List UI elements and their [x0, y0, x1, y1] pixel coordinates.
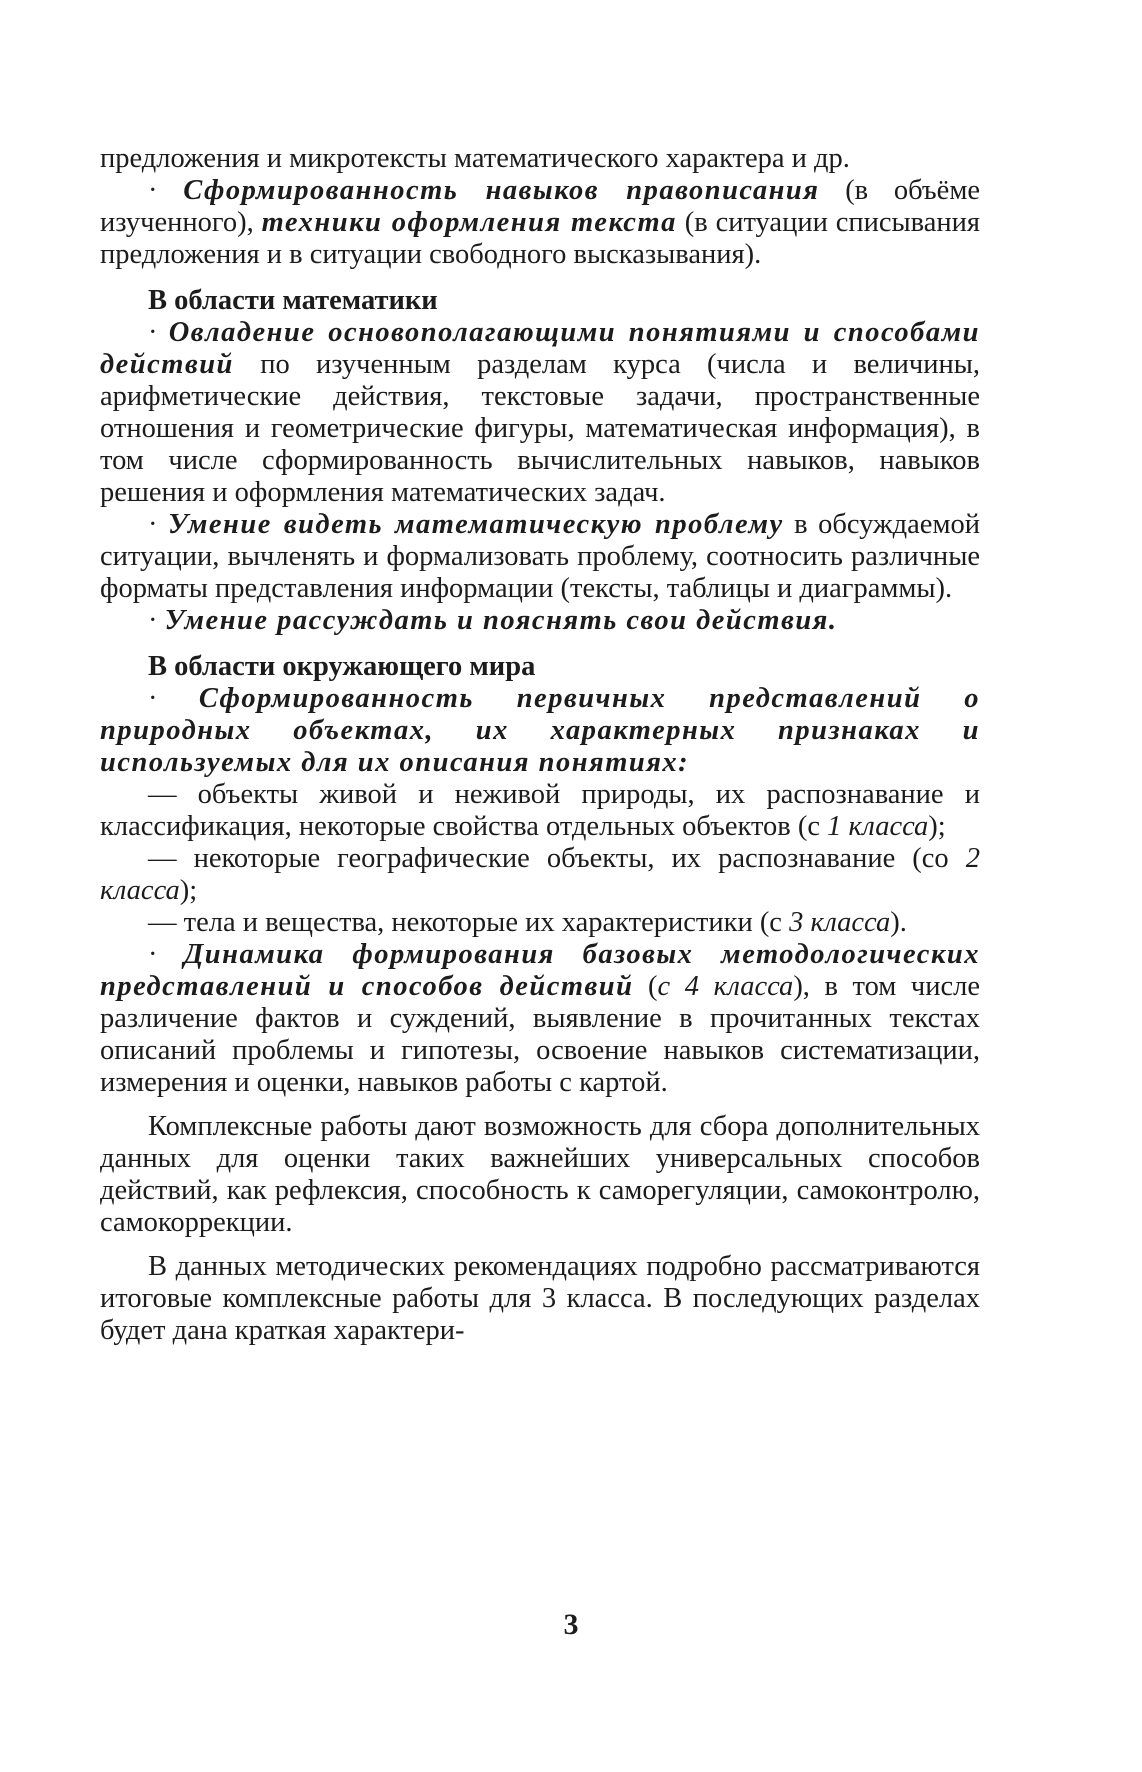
body-text: ), в том числе различение фактов и суждений, выявление в прочитанных текстах описаний проблемы и гипотезы, освоение навыков систематизации, измерения и оценки, навыков работы с картой.: [100, 971, 980, 1098]
body-text: — объекты живой и неживой природы, их распознавание и классификация, некоторые свойства отдельных объектов (с: [100, 779, 980, 842]
world-dash-item-geography: [100, 843, 980, 907]
paragraph-recommendations: В данных методических рекомендациях подробно рассматриваются итоговые комплексные работы для 3 класса. В последующих разделах будет дана краткая характери-: [100, 1251, 980, 1346]
emphasis-text: Умение видеть математическую проблему: [167, 509, 784, 540]
emphasis-text: Сформированность первичных представлений о природных объектах, их характерных признаках и используемых для их описания понятиях:: [100, 683, 980, 778]
bullet: ·: [148, 683, 199, 714]
body-text: ).: [890, 907, 907, 938]
section-heading-world: В области окружающего мира: [148, 651, 536, 682]
spelling-item: [100, 175, 980, 271]
emphasis-text: Сформированность навыков правописания: [183, 175, 820, 206]
intro-paragraph: предложения и микротексты математического характера и др.: [100, 143, 850, 174]
math-item-concepts: [100, 317, 980, 509]
italic-text: с 4 класса: [657, 971, 794, 1002]
body-text: по изученным разделам курса (числа и величины, арифметические действия, текстовые задачи, пространственные отношения и геометрические фигуры, математическая информация), в том числе сформированность вычислительных навыков, навыков решения и оформления математических задач.: [100, 349, 980, 508]
body-text: (в ситуации списывания предложения и в ситуации свободного высказывания).: [100, 207, 980, 270]
world-item-methodology: [100, 939, 980, 1099]
body-text: в обсуждаемой ситуации, вычленять и формализовать проблему, соотносить различные форматы представления информации (тексты, таблицы и диаграммы).: [100, 509, 980, 604]
emphasis-text: Умение рассуждать и пояснять свои действия.: [164, 605, 838, 636]
bullet: ·: [148, 175, 184, 206]
body-text: );: [179, 875, 198, 906]
body-text: );: [928, 811, 946, 842]
emphasis-text: техники оформления текста: [261, 207, 677, 238]
body-text: (: [633, 971, 658, 1002]
math-item-problem: [100, 509, 980, 605]
body-text: — некоторые географические объекты, их распознавание (со: [148, 843, 966, 874]
bullet: ·: [148, 605, 165, 636]
world-item-representations: [100, 683, 980, 779]
italic-text: 3 класса: [789, 907, 891, 938]
bullet: ·: [148, 509, 168, 540]
body-text: — тела и вещества, некоторые их характеристики (с: [148, 907, 790, 938]
emphasis-text: Овладение основополагающими понятиями и способами действий: [100, 317, 980, 380]
world-dash-item-nature: [100, 779, 980, 843]
bullet: ·: [148, 317, 169, 348]
emphasis-text: Динамика формирования базовых методологических представлений и способов действий: [100, 939, 980, 1002]
body-text: (в объёме изученного),: [100, 175, 980, 238]
math-item-reasoning: [100, 605, 980, 637]
page-number: 3: [563, 1608, 579, 1641]
italic-text: 2 класса: [100, 843, 980, 906]
bullet: ·: [148, 939, 184, 970]
paragraph-complex-works: Комплексные работы дают возможность для сбора дополнительных данных для оценки таких важнейших универсальных способов действий, как рефлексия, способность к саморегуляции, самоконтролю, самокоррекции.: [100, 1111, 980, 1238]
italic-text: 1 класса: [827, 811, 929, 842]
world-dash-item-substances: [100, 907, 980, 939]
section-heading-math: В области математики: [148, 285, 438, 316]
page-body: [100, 143, 980, 1347]
